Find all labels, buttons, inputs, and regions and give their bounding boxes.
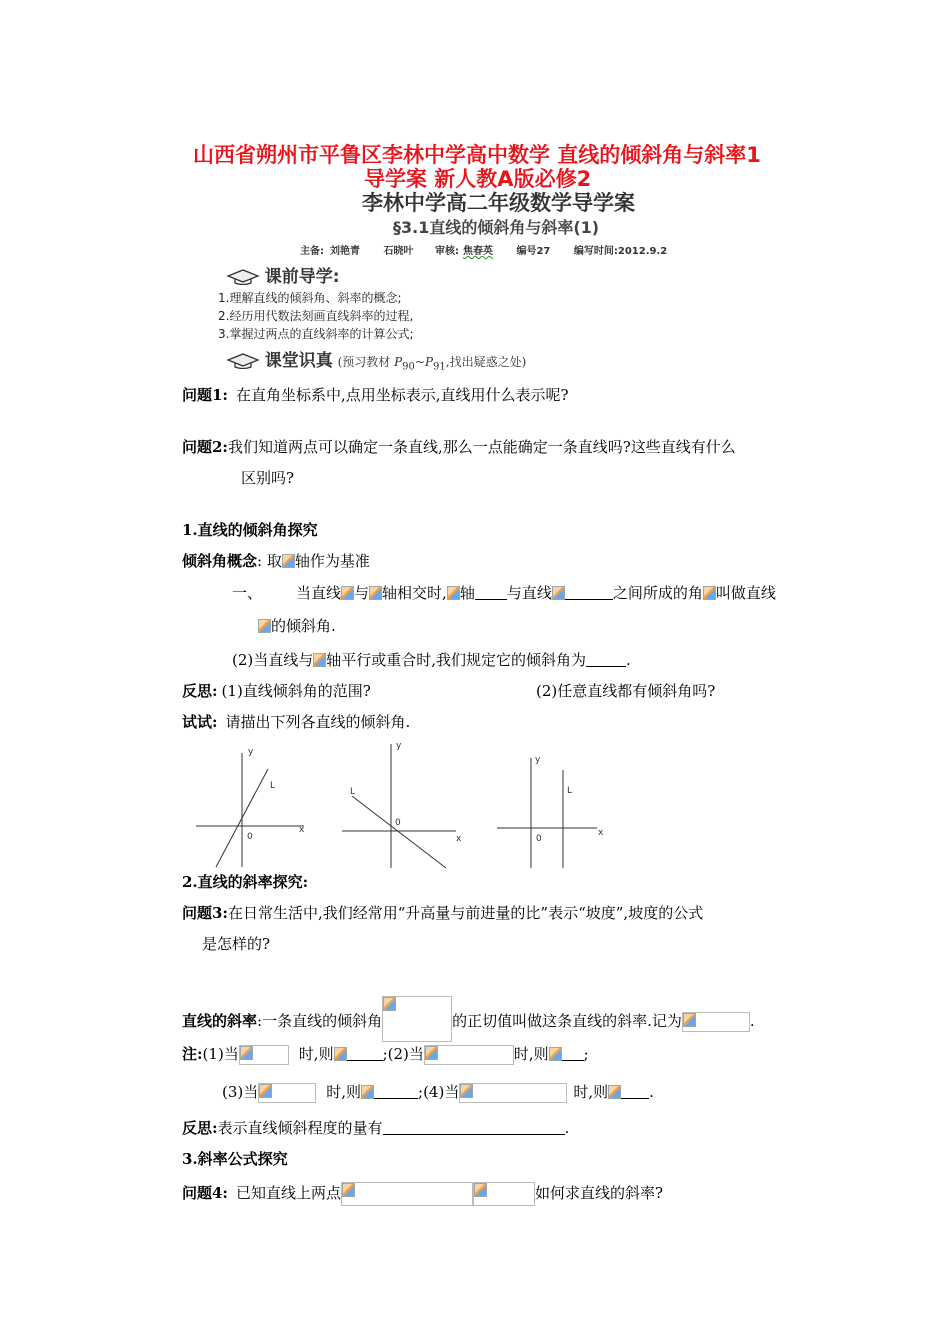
- formula-image-icon: [474, 1183, 487, 1197]
- objective-1: 1.理解直线的倾斜角、斜率的概念;: [218, 291, 402, 305]
- y-label: y: [396, 741, 402, 751]
- formula-image-icon: [549, 1047, 562, 1061]
- question-3: 问题3:在日常生活中,我们经常用“升高量与前进量的比”表示“坡度”,坡度的公式: [182, 904, 704, 922]
- formula-image-icon: [552, 586, 565, 600]
- formula-image-box: [473, 1182, 535, 1206]
- concept-line: 倾斜角概念: 取 轴作为基准: [182, 552, 370, 570]
- origin-label: 0: [536, 834, 542, 844]
- formula-image-box: [239, 1045, 289, 1065]
- graduation-cap-icon: [226, 267, 260, 285]
- formula-image-icon: [361, 1085, 374, 1099]
- y-label: y: [535, 755, 541, 765]
- question-1: 问题1: 在直角坐标系中,点用坐标表示,直线用什么表示呢?: [182, 386, 569, 404]
- origin-label: 0: [247, 832, 253, 842]
- formula-image-icon: [258, 619, 271, 633]
- formula-image-icon: [447, 586, 460, 600]
- answer-blank[interactable]: [475, 599, 507, 600]
- formula-image-icon: [703, 586, 716, 600]
- origin-label: 0: [395, 818, 401, 828]
- answer-blank[interactable]: [347, 1060, 383, 1061]
- doc-date: 编写时间:2012.9.2: [573, 246, 668, 257]
- answer-blank[interactable]: [562, 1060, 584, 1061]
- reflection-1: 反思: (1)直线倾斜角的范围?: [182, 682, 371, 700]
- reflection-2: 反思:表示直线倾斜程度的量有 .: [182, 1119, 570, 1137]
- objective-2: 2.经历用代数法刻画直线斜率的过程,: [218, 309, 414, 323]
- section-2-heading: 2.直线的斜率探究:: [182, 873, 309, 891]
- formula-image-box: [382, 996, 452, 1042]
- objective-3: 3.掌握过两点的直线斜率的计算公式;: [218, 327, 414, 341]
- co-author: 石晓叶: [383, 246, 414, 257]
- formula-image-icon: [342, 1183, 355, 1197]
- author: 刘艳青: [330, 246, 360, 257]
- formula-image-icon: [341, 586, 354, 600]
- class-study-banner: [226, 346, 526, 372]
- answer-blank[interactable]: [383, 1134, 565, 1135]
- formula-image-icon: [425, 1046, 438, 1060]
- reviewer: 焦春英: [462, 246, 493, 257]
- pre-study-banner: [226, 262, 340, 287]
- l-label: L: [567, 786, 573, 796]
- formula-image-icon: [683, 1013, 696, 1027]
- answer-blank[interactable]: [621, 1098, 649, 1099]
- graduation-cap-icon: [226, 351, 260, 369]
- question-2-cont: 区别吗?: [241, 469, 295, 487]
- y-label: y: [248, 747, 254, 757]
- concept-line-1-cont: 的倾斜角.: [258, 615, 336, 636]
- doc-number: 编号27: [516, 246, 551, 257]
- formula-image-box: [682, 1012, 750, 1032]
- author-label: 主备:: [300, 246, 324, 257]
- question-2: 问题2:我们知道两点可以确定一条直线,那么一点能确定一条直线吗?这些直线有什么: [182, 438, 736, 456]
- reviewer-label: 审核:: [434, 246, 459, 257]
- class-study-heading: 课堂识真: [264, 351, 333, 371]
- reflection-1b: (2)任意直线都有倾斜角吗?: [536, 682, 716, 700]
- graph-1: [196, 745, 316, 870]
- note-line-2: (3)当 时,则 ;(4)当 时,则 .: [222, 1083, 654, 1101]
- section-3-heading: 3.斜率公式探究: [182, 1150, 288, 1168]
- formula-image-box: [258, 1083, 316, 1103]
- formula-image-icon: [383, 997, 396, 1011]
- x-label: x: [456, 834, 462, 844]
- formula-image-icon: [282, 554, 295, 568]
- question-3-cont: 是怎样的?: [202, 935, 271, 953]
- x-label: x: [598, 828, 604, 838]
- l-label: L: [270, 781, 276, 791]
- question-4: 问题4: 已知直线上两点 如何求直线的斜率?: [182, 1182, 663, 1206]
- formula-image-icon: [313, 653, 326, 667]
- formula-image-icon: [369, 586, 382, 600]
- graph-3: [495, 750, 615, 872]
- formula-image-icon: [259, 1084, 272, 1098]
- school-title: 李林中学高二年级数学导学案: [362, 191, 635, 215]
- formula-image-box: [341, 1182, 473, 1206]
- answer-blank[interactable]: [586, 666, 626, 667]
- graph-2: [340, 738, 470, 870]
- doc-title-line1: 山西省朔州市平鲁区李林中学高中数学 直线的倾斜角与斜率1: [193, 143, 761, 167]
- meta-line: [300, 242, 667, 257]
- class-study-note: (预习教材 $P_{90}\sim P_{91}$,找出疑惑之处): [337, 355, 527, 373]
- slope-definition: 直线的斜率:一条直线的倾斜角 的正切值叫做这条直线的斜率.记为 .: [182, 996, 755, 1042]
- formula-image-icon: [608, 1085, 621, 1099]
- formula-image-box: [459, 1083, 567, 1103]
- formula-image-box: [424, 1045, 514, 1065]
- concept-line-1: 一、 当直线 与 轴相交时, 轴 与直线 之间所成的角 叫做直线: [232, 584, 776, 602]
- note-line-1: 注:(1)当 时,则 ;(2)当 时,则 ;: [182, 1045, 589, 1063]
- pre-study-heading: 课前导学:: [264, 267, 340, 287]
- x-label: x: [299, 825, 305, 835]
- formula-image-icon: [240, 1046, 253, 1060]
- try-line: 试试: 请描出下列各直线的倾斜角.: [182, 713, 411, 731]
- formula-image-icon: [460, 1084, 473, 1098]
- concept-line-2: (2)当直线与 轴平行或重合时,我们规定它的倾斜角为 .: [232, 651, 631, 669]
- answer-blank[interactable]: [374, 1098, 418, 1099]
- l-label: L: [350, 787, 356, 797]
- line-l: [352, 796, 446, 868]
- answer-blank[interactable]: [565, 599, 613, 600]
- doc-title-line2: 导学案 新人教A版必修2: [364, 167, 592, 191]
- formula-image-icon: [334, 1047, 347, 1061]
- section-1-heading: 1.直线的倾斜角探究: [182, 521, 318, 539]
- section-title: §3.1直线的倾斜角与斜率(1): [393, 218, 600, 237]
